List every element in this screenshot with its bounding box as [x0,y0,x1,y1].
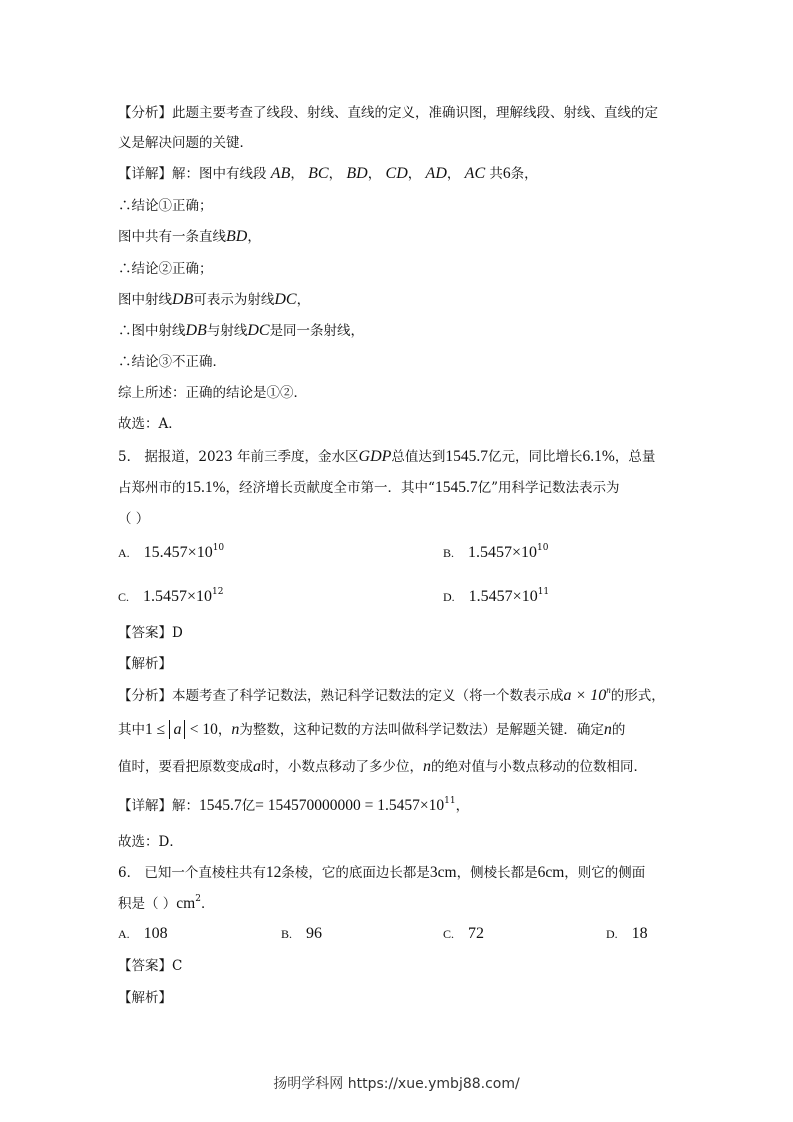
text: 【分析】本题考查了科学记数法，熟记科学记数法的定义（将一个数表示成 [118,688,564,704]
value: 12 [265,864,282,881]
q6-option-d [606,925,648,943]
text: 6． 已知一个直棱柱共有 [118,865,266,881]
text: ，侧棱长都是 [456,865,538,881]
q5-answer [118,623,183,643]
text: 故选：A． [118,416,182,432]
text: 值时，要看把原数变成 [118,759,253,775]
option-value: 15.457×10 [143,544,213,561]
q5-selection [118,832,183,852]
var-n: n [603,721,612,738]
option-label: A. [118,927,130,941]
text: 【答案】C [118,958,183,974]
text: ，经济增长贡献度全市第一．其中“ [225,480,435,496]
conclusion-3 [118,352,226,372]
selection [118,414,182,434]
value: 1545.7 [199,797,242,814]
value: 1545.7 [445,448,489,465]
text: 的绝对值与小数点移动的位数相同． [431,759,647,775]
formula: 1 ≤ [145,721,166,738]
exponent: 2 [195,894,201,904]
exponent: 10 [537,543,549,553]
text: ∴结论②正确； [118,261,213,277]
option-value: 72 [468,925,485,942]
text: ． [200,896,215,912]
text: ∴结论③不正确． [118,354,226,370]
q5-option-a [118,544,224,562]
value: 1545.7 [434,479,478,496]
text: 亿”用科学记数法表示为 [477,480,620,496]
unit: cm [176,895,196,912]
exponent: 11 [537,587,550,597]
formula: = 154570000000 = 1.5457×10 [255,797,445,814]
text: 条棱，它的底面边长都是 [281,865,430,881]
text: 与射线 [206,323,248,339]
var-n: n [423,758,431,775]
q5-option-c [118,588,224,606]
text: ， [455,798,470,814]
ray-text [118,290,310,310]
q5-analysis-line-1 [118,686,665,706]
q5-option-d [443,588,549,606]
q5-analysis-line-3 [118,757,647,777]
comma: ， [446,166,461,182]
var-a: a [253,758,261,775]
var-n: n [231,721,240,738]
value: 6cm [537,864,565,881]
text: 亿元，同比增长 [488,449,583,465]
comma: ， [328,166,343,182]
segment-ac: AC [464,165,486,182]
analysis-line-1 [118,103,658,123]
line-bd: BD [226,228,248,245]
formula: a × 10 [563,687,607,704]
text: 为整数，这种记数的方法叫做科学记数法）是解题关键．确定 [239,722,604,738]
text: 【解析】 [118,990,172,1006]
option-label: A. [118,546,130,560]
formula: < 10 [189,721,218,738]
text: 的 [611,722,626,738]
comma: ， [407,166,422,182]
comma: ， [367,166,382,182]
option-label: C. [443,927,455,941]
text: 共 [489,166,503,182]
q6-stem-line-1 [118,863,645,883]
q5-stem-line-1 [118,447,655,467]
line-bd-text [118,227,261,247]
option-value: 1.5457×10 [468,588,538,605]
ray-dc: DC [247,322,270,339]
count: 6 [502,165,511,182]
text: 条， [510,166,538,182]
q5-analysis-line-2 [118,720,625,740]
exponent: 10 [212,543,225,553]
analysis-line-2 [118,133,253,153]
text: ，则它的侧面 [564,865,646,881]
text: 5． 据报道，2023 年前三季度，金水区 [118,449,359,465]
text: 图中射线 [118,292,172,308]
q5-detail [118,796,469,816]
segment-ab: AB [270,165,291,182]
q5-option-b [443,544,549,562]
q6-option-a [118,925,168,943]
detail-line-segments [118,164,538,184]
conclusion-2 [118,259,213,279]
text: ， [247,229,261,245]
text: 【详解】解：图中有线段 [118,166,267,182]
text: 可表示为射线 [193,292,275,308]
q5-jiexi [118,654,172,674]
text: 积是（ ） [118,896,177,912]
text: 时，小数点移动了多少位， [261,759,423,775]
text: ∴结论①正确； [118,198,213,214]
exponent: 12 [212,587,224,597]
text: ∴图中射线 [118,323,186,339]
option-label: D. [443,590,455,604]
text: 【分析】此题主要考查了线段、射线、直线的定义，准确识图，理解线段、射线、直线的定 [118,105,658,121]
q6-stem-line-2 [118,894,214,914]
text: ，总量 [614,449,656,465]
value: 3cm [429,864,457,881]
ray-same-text [118,321,364,341]
text: 的形式， [610,688,665,704]
value: 15.1% [185,479,226,496]
option-value: 108 [143,925,168,942]
segment-ad: AD [425,165,447,182]
text: 综上所述：正确的结论是①②． [118,385,307,401]
option-label: C. [118,590,130,604]
q6-option-c [443,925,484,943]
segment-bd: BD [346,165,368,182]
ray-db: DB [185,322,207,339]
segment-bc: BC [308,165,329,182]
option-label: B. [281,927,293,941]
text: 【解析】 [118,656,172,672]
exponent: n [606,685,611,695]
gdp-term: GDP [358,448,392,465]
text: 【答案】D [118,625,183,641]
text: 故选：D． [118,834,183,850]
footer-watermark: 扬明学科网 https://xue.ymbj88.com/ [273,1076,520,1092]
text: 图中共有一条直线 [118,229,226,245]
text: 【详解】解： [118,798,199,814]
exponent: 11 [444,796,456,806]
text: 总值达到 [391,449,446,465]
text: 义是解决问题的关键． [118,135,253,151]
ray-db: DB [172,291,194,308]
option-value: 1.5457×10 [468,544,538,561]
text: 占郑州市的 [118,480,186,496]
option-value: 1.5457×10 [143,588,213,605]
value: 6.1% [582,448,615,465]
option-label: D. [606,927,618,941]
comma: ， [290,166,304,182]
conclusion-1 [118,196,213,216]
text: 是同一条射线， [269,323,365,339]
text: ， [217,722,232,738]
answer-blank: （ ） [118,511,150,527]
text: 亿 [241,798,256,814]
option-value: 96 [306,925,323,942]
q5-stem-line-2 [118,478,619,498]
abs-a: a [169,720,185,739]
summary [118,383,307,403]
q6-option-b [281,925,322,943]
option-label: B. [443,546,455,560]
q5-paren [118,509,149,529]
option-value: 18 [631,925,648,942]
segment-cd: CD [385,165,408,182]
ray-dc: DC [274,291,297,308]
text: 其中 [118,722,145,738]
q6-answer [118,956,182,976]
text: ， [296,292,311,308]
q6-jiexi [118,988,172,1008]
